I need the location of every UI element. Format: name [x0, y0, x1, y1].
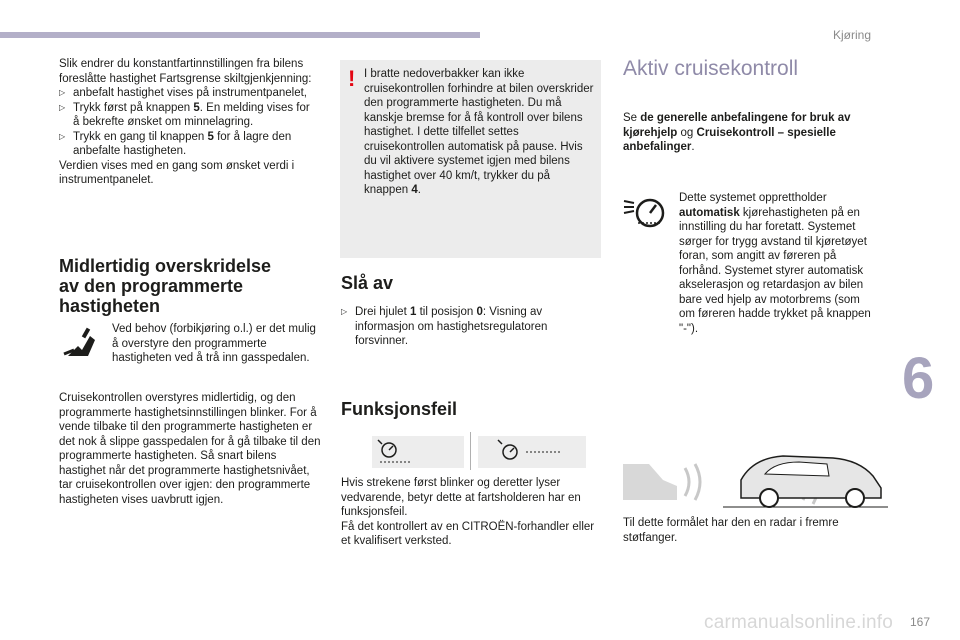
heading-switch-off: Slå av [341, 273, 394, 293]
heading-temporary-override: Midlertidig overskridelse av den programmerte hastigheten [59, 256, 272, 316]
reference-text: Se de generelle anbefalingene for bruk av kjørehjelp og Cruisekontroll – spesielle anbefalinger. [623, 112, 851, 153]
section-title: Kjøring [833, 28, 872, 42]
header-bar [0, 32, 480, 38]
warning-icon: ! [348, 66, 356, 91]
divider [470, 432, 471, 470]
heading-malfunction: Funksjonsfeil [341, 399, 458, 419]
warning-box [340, 60, 601, 258]
malfunction-text: Hvis strekene først blinker og deretter lyser vedvarende, betyr dette at fartsholderen har en funksjonsfeil. Få det kontrollert av en CITROËN-forhandler eller et kvalifisert verksted. [341, 477, 595, 547]
watermark: carmanualsonline.info [704, 612, 894, 633]
system-description: Dette systemet opprettholder automatisk kjørehastigheten på en innstilling du har foretatt. Systemet sørger for trygg avstand til kjøretøyet foran, som angitt av føreren på forhånd. Systemet styrer automatisk akselerasjon og retardasjon av bilen bare ved hjelp av motorbrems (som om føreren hadde trykket på knappen "-"). [679, 192, 871, 335]
radar-caption: Til dette formålet har den en radar i fremre støtfanger. [623, 517, 839, 544]
intro-text: Slik endrer du konstantfartinnstillingen fra bilens foreslåtte hastighet Fartsgrense skiltgjenkjenning: [59, 58, 312, 85]
chapter-number: 6 [902, 346, 935, 411]
adaptive-cruise-icon [622, 195, 668, 231]
override-icon-text: Ved behov (forbikjøring o.l.) er det mulig å overstyre den programmerte hastigheten ved å trå inn gasspedalen. [112, 323, 316, 364]
left-intro-block [59, 57, 319, 188]
switch-off-text: ▷ Drei hjulet 1 til posisjon 0: Visning av informasjon om hastighetsregulatoren forsvinner. [341, 305, 586, 349]
bullet-item: ▷ Trykk en gang til knappen 5 for å lagre den anbefalte hastigheten. [59, 130, 319, 159]
bullet-item: ▷ anbefalt hastighet vises på instrumentpanelet, [59, 86, 319, 101]
warning-text: I bratte nedoverbakker kan ikke cruisekontrollen forhindre at bilen overskrider den programmerte hastigheten. Du må kanskje bremse for å få kontroll over bilens hastighet. I dette tilfellet settes cruisekontrollen automatisk på pause. Hvis du vil aktivere systemet igjen med bilens hastighet over 40 km/t, trykker du på knappen 4. [364, 68, 594, 196]
fault-indicator-steady [478, 436, 586, 468]
outro-text: Verdien vises med en gang som ønsket verdi i instrumentpanelet. [59, 159, 295, 186]
override-body: Cruisekontrollen overstyres midlertidig, og den programmerte hastighetsinnstillingen blinker. For å vende tilbake til den programmerte hastigheten er det nok å slippe gasspedalen for å gå tilbake til den programmerte hastigheten. Så snart bilens hastighet når det programmerte hastighetsnivået, tar cruisekontrollen over igjen: den programmerte hastigheten vises uavbrutt igjen. [59, 392, 321, 506]
heading-active-cruise-control: Aktiv cruisekontroll [623, 57, 799, 80]
page-number: 167 [910, 615, 931, 629]
car-radar-illustration [623, 446, 888, 508]
speedometer-dashes-icon [372, 436, 464, 468]
accelerator-foot-icon [60, 326, 100, 362]
fault-indicator-blinking [372, 436, 464, 468]
bullet-item: ▷ Trykk først på knappen 5. En melding vises for å bekrefte ønsket om minnelagring. [59, 101, 319, 130]
speedometer-dashes-icon [478, 436, 586, 468]
